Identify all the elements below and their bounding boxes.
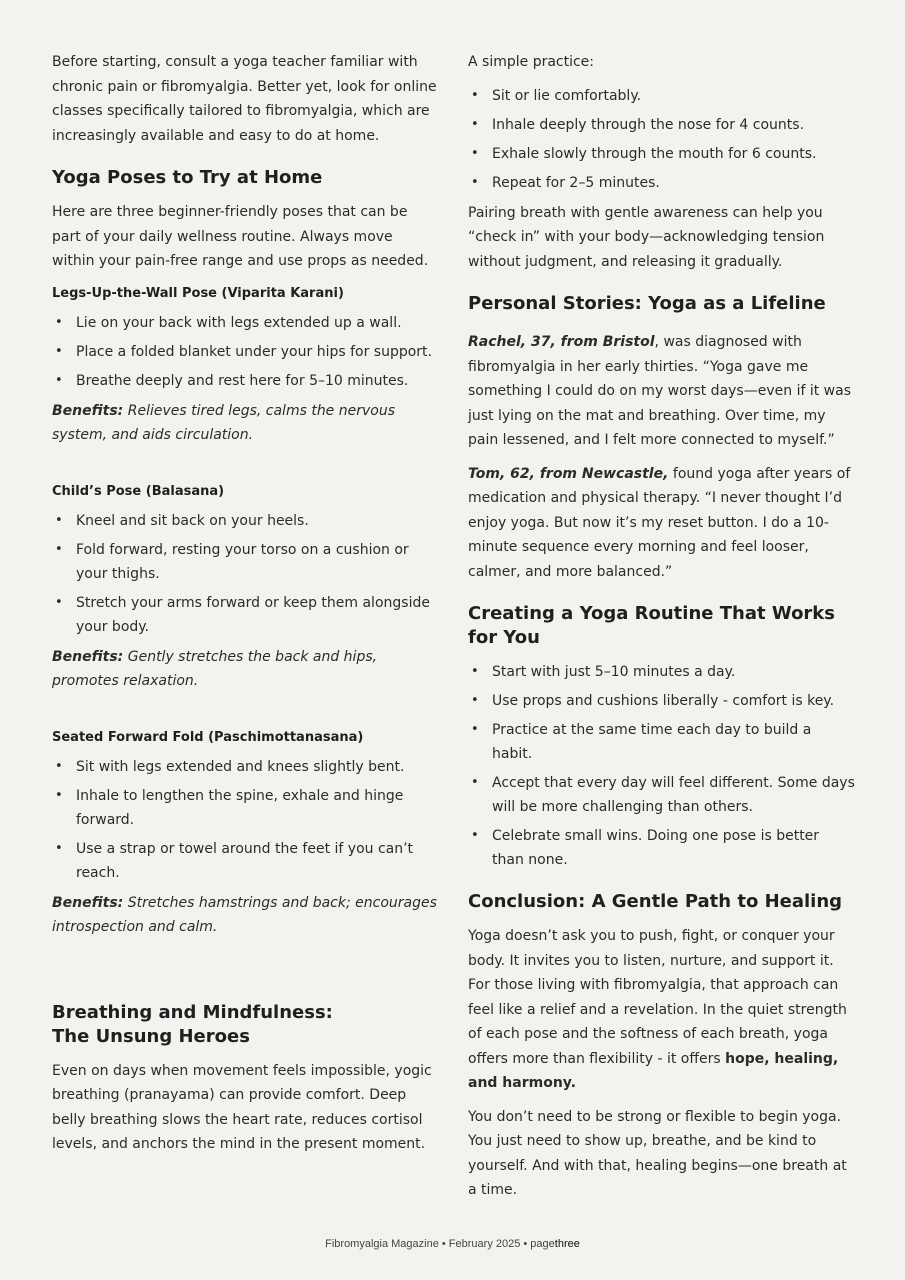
- closing-paragraph: You don’t need to be strong or flexible to begin yoga. You just need to show up, breathe, and be kind to yourself. And with that, healing begins—one breath at a time.: [468, 1108, 847, 1198]
- list-item: • Start with just 5–10 minutes a day.: [468, 660, 855, 684]
- pose-steps: [52, 311, 438, 393]
- pose-benefits: [52, 399, 438, 448]
- pose-seated-forward-fold: [52, 727, 438, 940]
- benefits-text: Relieves tired legs, calms the nervous system, and aids circulation.: [52, 402, 396, 443]
- list-item: • Kneel and sit back on your heels.: [52, 509, 438, 533]
- story-name: Tom, 62, from Newcastle,: [468, 465, 669, 482]
- breathing-heading: [52, 1001, 438, 1049]
- routine-list: [468, 660, 855, 872]
- practice-steps: [468, 84, 855, 195]
- benefits-label: Benefits:: [52, 894, 124, 911]
- poses-intro: Here are three beginner-friendly poses that can be part of your daily wellness routine. Always move within your pain-free range and use props as needed.: [52, 204, 429, 269]
- page-footer: [0, 1238, 905, 1250]
- benefits-label: Benefits:: [52, 648, 124, 665]
- story-name: Rachel, 37, from Bristol: [468, 334, 655, 350]
- list-item: • Inhale to lengthen the spine, exhale and hinge forward.: [52, 784, 438, 832]
- list-item: • Breathe deeply and rest here for 5–10 minutes.: [52, 369, 438, 393]
- practice-outro: Pairing breath with gentle awareness can help you “check in” with your body—acknowledging tension without judgment, and releasing it gradually.: [468, 204, 825, 270]
- routine-heading: Creating a Yoga Routine That Works for You: [468, 603, 835, 648]
- footer-page-word: three: [554, 1238, 580, 1250]
- pose-title: Seated Forward Fold (Paschimottanasana): [52, 729, 364, 745]
- conclusion-paragraph: [468, 924, 855, 1096]
- breathing-heading-line-2: The Unsung Heroes: [52, 1025, 250, 1047]
- list-item: • Repeat for 2–5 minutes.: [468, 171, 855, 195]
- list-item: • Accept that every day will feel different. Some days will be more challenging than others.: [468, 771, 855, 819]
- benefits-label: Benefits:: [52, 402, 124, 419]
- list-item: • Practice at the same time each day to build a habit.: [468, 718, 855, 766]
- footer-text: Fibromyalgia Magazine • February 2025 • page: [325, 1238, 555, 1250]
- list-item: • Fold forward, resting your torso on a cushion or your thighs.: [52, 538, 438, 586]
- pose-childs-pose: [52, 481, 438, 694]
- story-rachel: [468, 330, 855, 453]
- breathing-heading-line-1: Breathing and Mindfulness:: [52, 1001, 333, 1023]
- story-text: , was diagnosed with fibromyalgia in her early thirties. “Yoga gave me something I could do on my worst days—even if it was just lying on the mat and breathing. Over time, my pain lessened, and I felt more connected to myself.”: [468, 334, 851, 448]
- practice-intro: A simple practice:: [468, 54, 595, 70]
- pose-title: Legs-Up-the-Wall Pose (Viparita Karani): [52, 285, 344, 301]
- conclusion-heading: Conclusion: A Gentle Path to Healing: [468, 891, 843, 912]
- list-item: • Use a strap or towel around the feet if you can’t reach.: [52, 837, 438, 885]
- list-item: • Celebrate small wins. Doing one pose is better than none.: [468, 824, 855, 872]
- right-column: [468, 50, 855, 1212]
- pose-benefits: [52, 645, 438, 694]
- intro-paragraph: Before starting, consult a yoga teacher familiar with chronic pain or fibromyalgia. Better yet, look for online classes specifically tailored to fibromyalgia, which are increasingly available and easy to do at home.: [52, 54, 437, 144]
- pose-benefits: [52, 891, 438, 940]
- list-item: • Inhale deeply through the nose for 4 counts.: [468, 113, 855, 137]
- list-item: • Lie on your back with legs extended up a wall.: [52, 311, 438, 335]
- list-item: • Use props and cushions liberally - comfort is key.: [468, 689, 855, 713]
- conclusion-bold: hope, healing, and harmony.: [468, 1050, 839, 1091]
- pose-steps: [52, 509, 438, 639]
- list-item: • Stretch your arms forward or keep them alongside your body.: [52, 591, 438, 639]
- conclusion-text: Yoga doesn’t ask you to push, fight, or conquer your body. It invites you to listen, nurture, and support it. For those living with fibromyalgia, that approach can feel like a relief and a revelation. In the quiet strength of each pose and the softness of each breath, yoga offers more than flexibility - it offers: [468, 928, 847, 1067]
- list-item: • Sit or lie comfortably.: [468, 84, 855, 108]
- poses-heading: Yoga Poses to Try at Home: [52, 167, 323, 188]
- stories-heading: Personal Stories: Yoga as a Lifeline: [468, 293, 826, 314]
- benefits-text: Gently stretches the back and hips, promotes relaxation.: [52, 648, 378, 689]
- list-item: • Place a folded blanket under your hips for support.: [52, 340, 438, 364]
- breathing-paragraph: Even on days when movement feels impossible, yogic breathing (pranayama) can provide comfort. Deep belly breathing slows the heart rate, reduces cortisol levels, and anchors the mind in the present moment.: [52, 1062, 432, 1152]
- pose-steps: [52, 755, 438, 885]
- story-text: found yoga after years of medication and physical therapy. “I never thought I’d enjoy yoga. But now it’s my reset button. I do a 10-minute sequence every morning and feel looser, calmer, and more balanced.”: [468, 465, 851, 580]
- list-item: • Exhale slowly through the mouth for 6 counts.: [468, 142, 855, 166]
- list-item: • Sit with legs extended and knees slightly bent.: [52, 755, 438, 779]
- left-column: [52, 50, 438, 1166]
- benefits-text: Stretches hamstrings and back; encourages introspection and calm.: [52, 894, 437, 935]
- pose-legs-up-the-wall: [52, 283, 438, 448]
- pose-title: Child’s Pose (Balasana): [52, 483, 225, 499]
- story-tom: [468, 462, 855, 585]
